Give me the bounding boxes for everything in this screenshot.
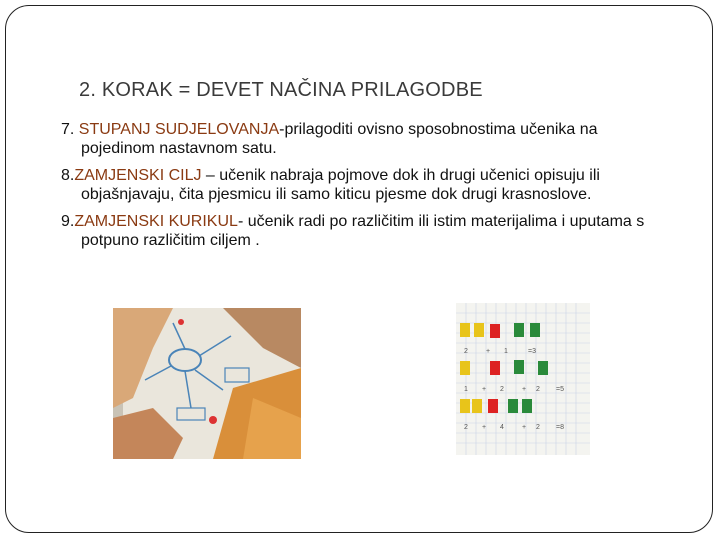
item-text: -prilagoditi ovisno sposobnostima učenika na pojedinom nastavnom satu. — [81, 121, 598, 157]
list-item-9 — [61, 212, 671, 250]
svg-text:+: + — [486, 348, 491, 355]
svg-text:1: 1 — [504, 348, 508, 355]
svg-text:+: + — [482, 424, 487, 431]
svg-text:2: 2 — [464, 424, 468, 431]
item-keyword: STUPANJ SUDJELOVANJA — [74, 121, 280, 138]
item-text: - učenik radi po različitim ili istim materijalima i uputama s potpuno različitim ciljem . — [81, 213, 645, 249]
list-item-8 — [61, 166, 671, 204]
svg-text:+: + — [522, 424, 527, 431]
svg-text:2: 2 — [500, 386, 504, 393]
mind-map-photo — [113, 308, 301, 459]
svg-text:2: 2 — [536, 424, 540, 431]
svg-text:4: 4 — [500, 424, 504, 431]
list-item-7 — [61, 120, 671, 158]
math-blocks-photo — [456, 303, 590, 455]
svg-text:=5: =5 — [556, 386, 564, 393]
item-keyword: ZAMJENSKI CILJ — [74, 167, 202, 184]
svg-text:=8: =8 — [556, 424, 564, 431]
svg-text:+: + — [482, 386, 487, 393]
slide-title: 2. KORAK = DEVET NAČINA PRILAGODBE — [79, 79, 483, 101]
svg-text:=3: =3 — [528, 348, 536, 355]
svg-text:1: 1 — [464, 386, 468, 393]
item-number: 8. — [61, 167, 75, 184]
item-number: 7. — [61, 121, 75, 138]
svg-text:2: 2 — [464, 348, 468, 355]
item-number: 9. — [61, 213, 75, 230]
body-list — [61, 120, 671, 258]
item-text: – učenik nabraja pojmove dok ih drugi učenici opisuju ili objašnjavaju, čita pjesmicu ili samo kiticu pjesme dok drugi krasnoslove. — [81, 167, 600, 203]
svg-text:2: 2 — [536, 386, 540, 393]
svg-text:+: + — [522, 386, 527, 393]
item-keyword: ZAMJENSKI KURIKUL — [74, 213, 238, 230]
